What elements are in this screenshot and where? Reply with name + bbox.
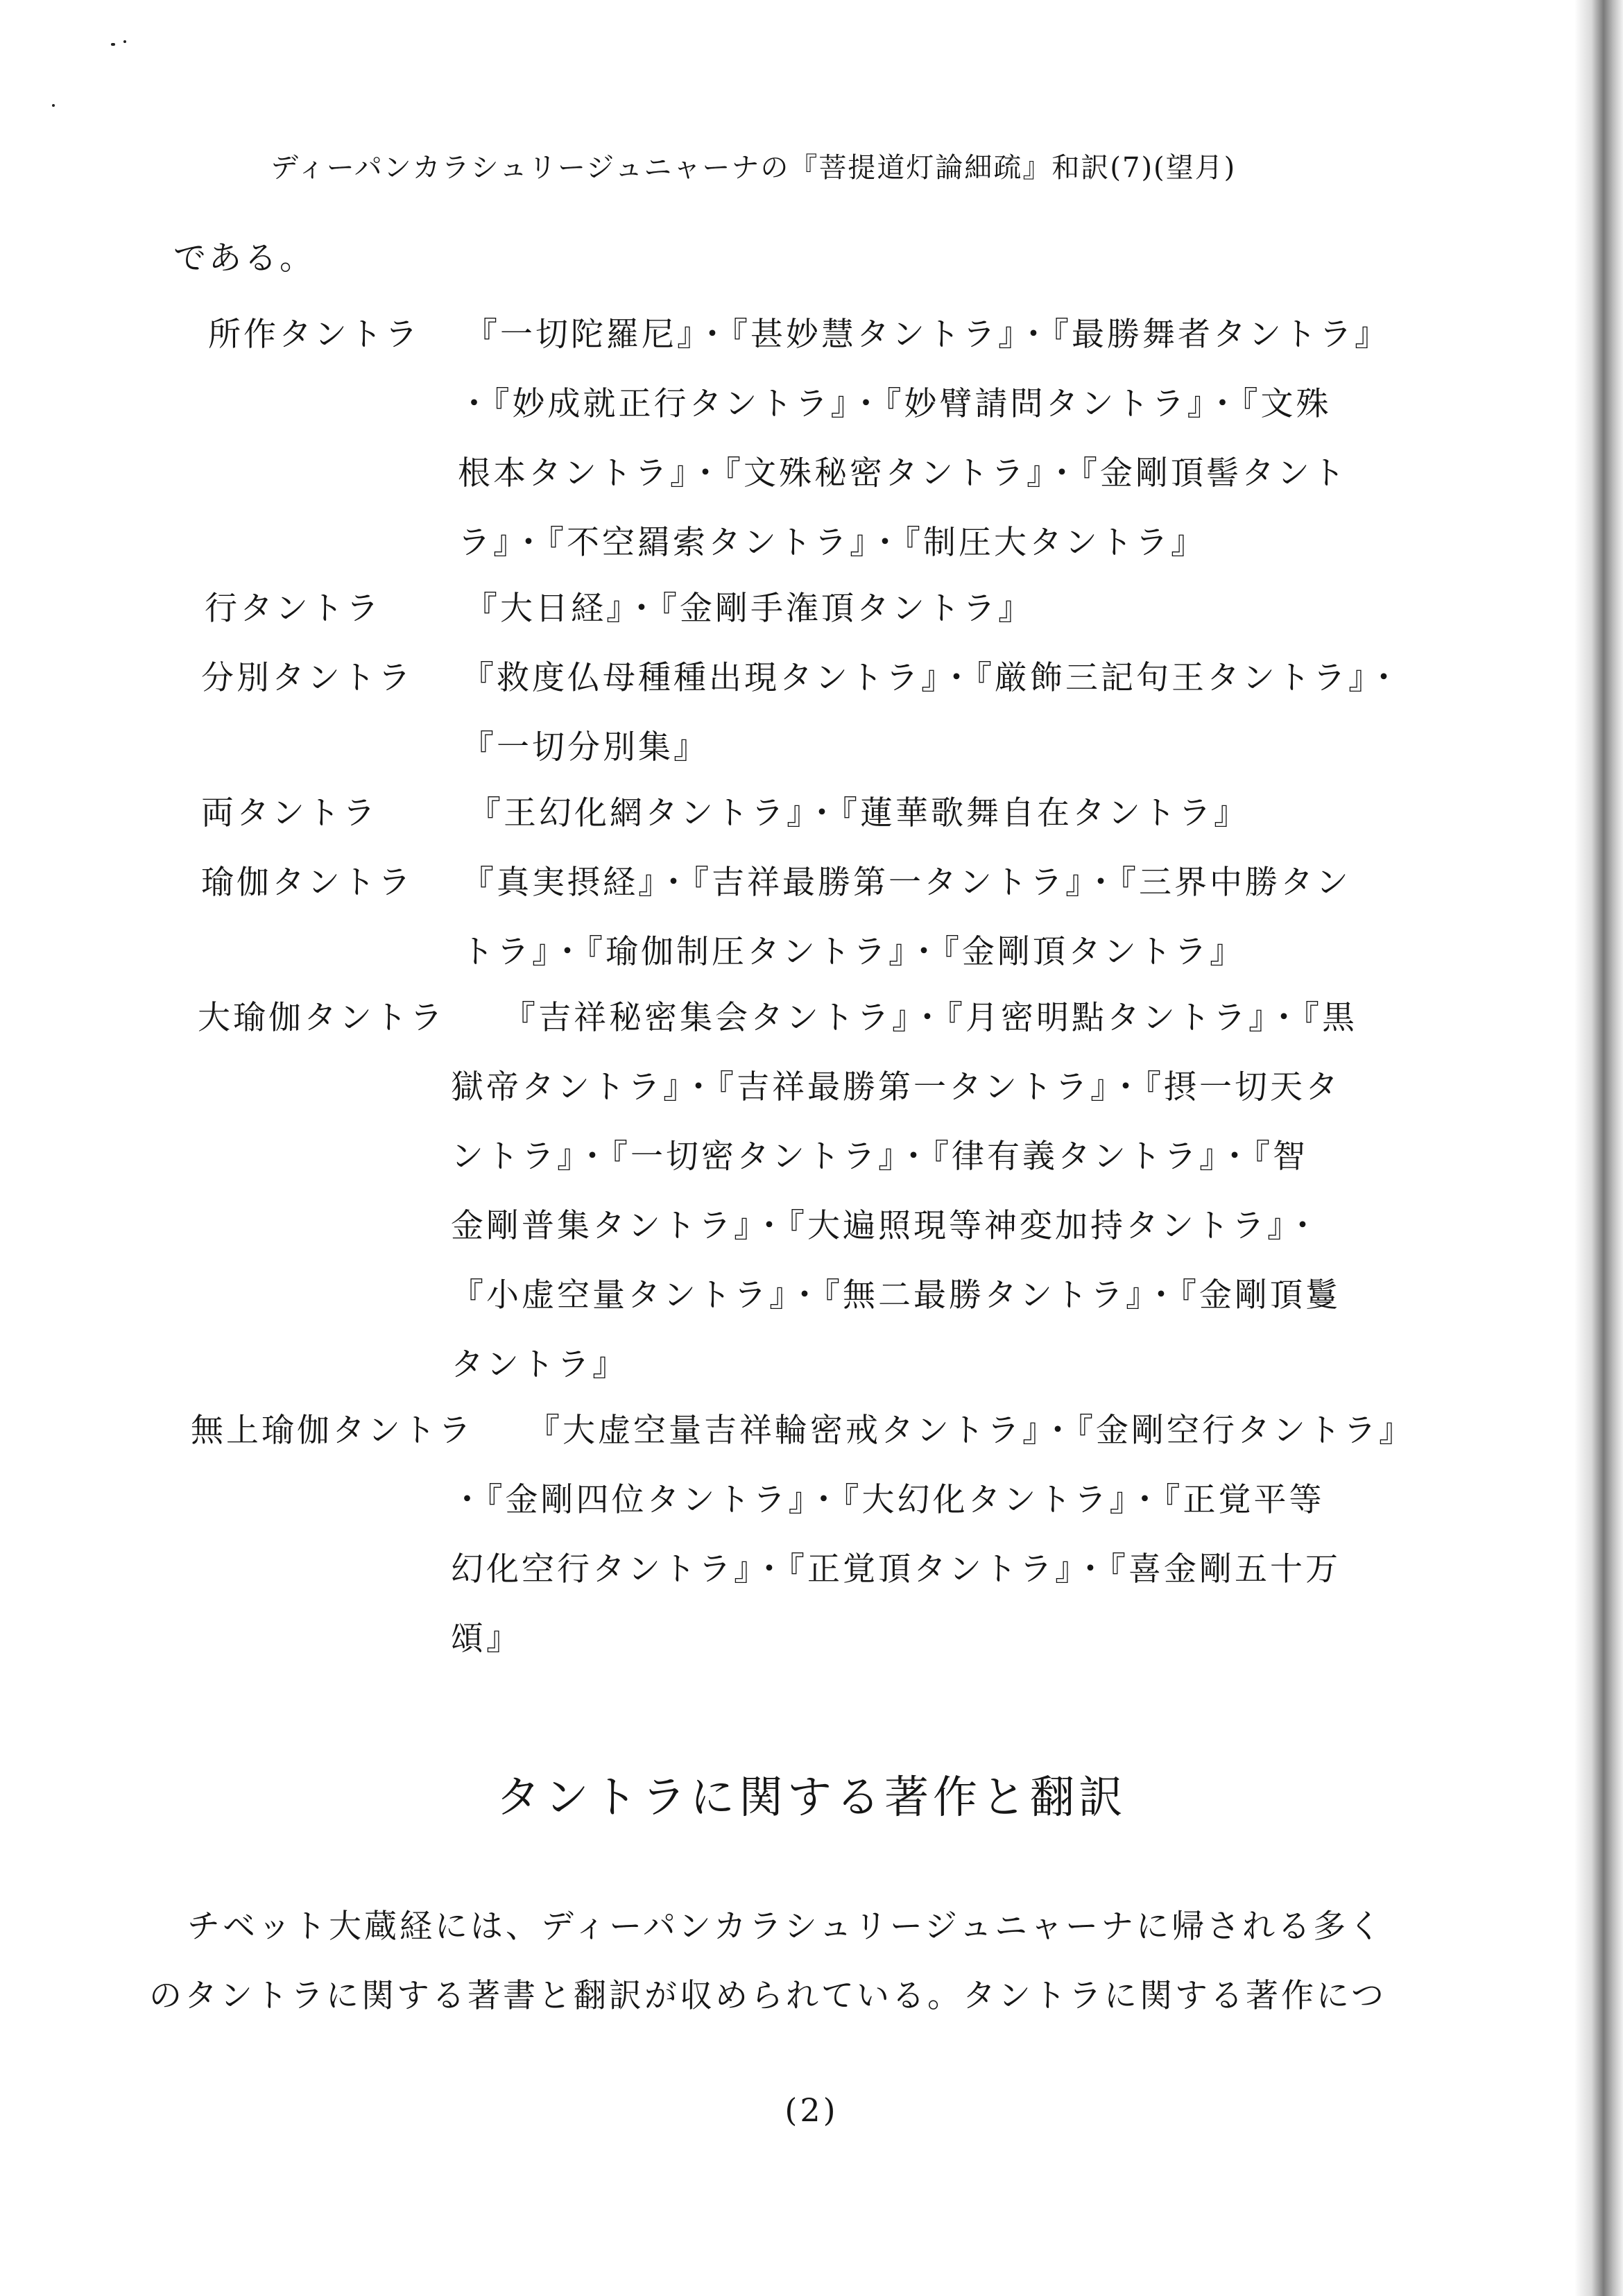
section-heading: タントラに関する著作と翻訳	[496, 1772, 1127, 1824]
works-line: 『吉祥秘密集会タントラ』・『月密明點タントラ』・『黒	[503, 999, 1357, 1037]
works-line: 根本タントラ』・『文殊秘密タントラ』・『金剛頂髻タント	[458, 454, 1348, 492]
works-line: トラ』・『瑜伽制圧タントラ』・『金剛頂タントラ』	[461, 933, 1245, 971]
running-header: ディーパンカラシュリージュニャーナの『菩提道灯論細疏』和訳(7)(望月)	[270, 152, 1237, 184]
works-line: ・『妙成就正行タントラ』・『妙臂請問タントラ』・『文殊	[458, 385, 1332, 423]
works-line: タントラ』	[451, 1346, 628, 1384]
works-line: 頌』	[451, 1620, 522, 1658]
body-line: のタントラに関する著書と翻訳が収められている。タントラに関する著作につ	[149, 1977, 1387, 2015]
works-line: ントラ』・『一切密タントラ』・『律有義タントラ』・『智	[451, 1138, 1308, 1176]
body-line: チベット大蔵経には、ディーパンカラシュリージュニャーナに帰される多く	[187, 1908, 1384, 1946]
category-label: 瑜伽タントラ	[201, 864, 413, 902]
scan-speck	[52, 104, 55, 107]
works-line: 『救度仏母種種出現タントラ』・『厳飾三記句王タントラ』・	[461, 659, 1403, 697]
category-label: 大瑜伽タントラ	[198, 999, 445, 1037]
works-line: ・『金剛四位タントラ』・『大幻化タントラ』・『正覚平等	[451, 1481, 1325, 1519]
scan-speck	[111, 43, 115, 46]
works-line: 『真実摂経』・『吉祥最勝第一タントラ』・『三界中勝タン	[461, 864, 1351, 902]
scan-edge-shadow	[1574, 0, 1623, 2296]
works-line: 『大虚空量吉祥輪密戒タントラ』・『金剛空行タントラ』	[527, 1412, 1414, 1450]
works-line: 『一切陀羅尼』・『甚妙慧タントラ』・『最勝舞者タントラ』	[465, 316, 1390, 354]
scan-speck	[123, 40, 126, 43]
intro-fragment: である。	[173, 239, 315, 277]
works-line: 『小虚空量タントラ』・『無二最勝タントラ』・『金剛頂鬘	[451, 1276, 1341, 1314]
works-line: 『一切分別集』	[461, 728, 709, 766]
works-line: 金剛普集タントラ』・『大遍照現等神変加持タントラ』・	[451, 1207, 1322, 1245]
works-line: 『大日経』・『金剛手潅頂タントラ』	[465, 590, 1033, 628]
works-line: 獄帝タントラ』・『吉祥最勝第一タントラ』・『摂一切天タ	[451, 1068, 1341, 1106]
category-label: 分別タントラ	[201, 659, 413, 697]
works-line: ラ』・『不空羂索タントラ』・『制圧大タントラ』	[458, 524, 1206, 562]
category-label: 両タントラ	[201, 794, 378, 832]
works-line: 『王幻化網タントラ』・『蓮華歌舞自在タントラ』	[468, 794, 1249, 832]
category-label: 行タントラ	[205, 590, 381, 628]
page-number: (2)	[784, 2091, 839, 2129]
category-label: 所作タントラ	[208, 316, 420, 354]
category-label: 無上瑜伽タントラ	[191, 1412, 474, 1450]
works-line: 幻化空行タントラ』・『正覚頂タントラ』・『喜金剛五十万	[451, 1550, 1341, 1588]
